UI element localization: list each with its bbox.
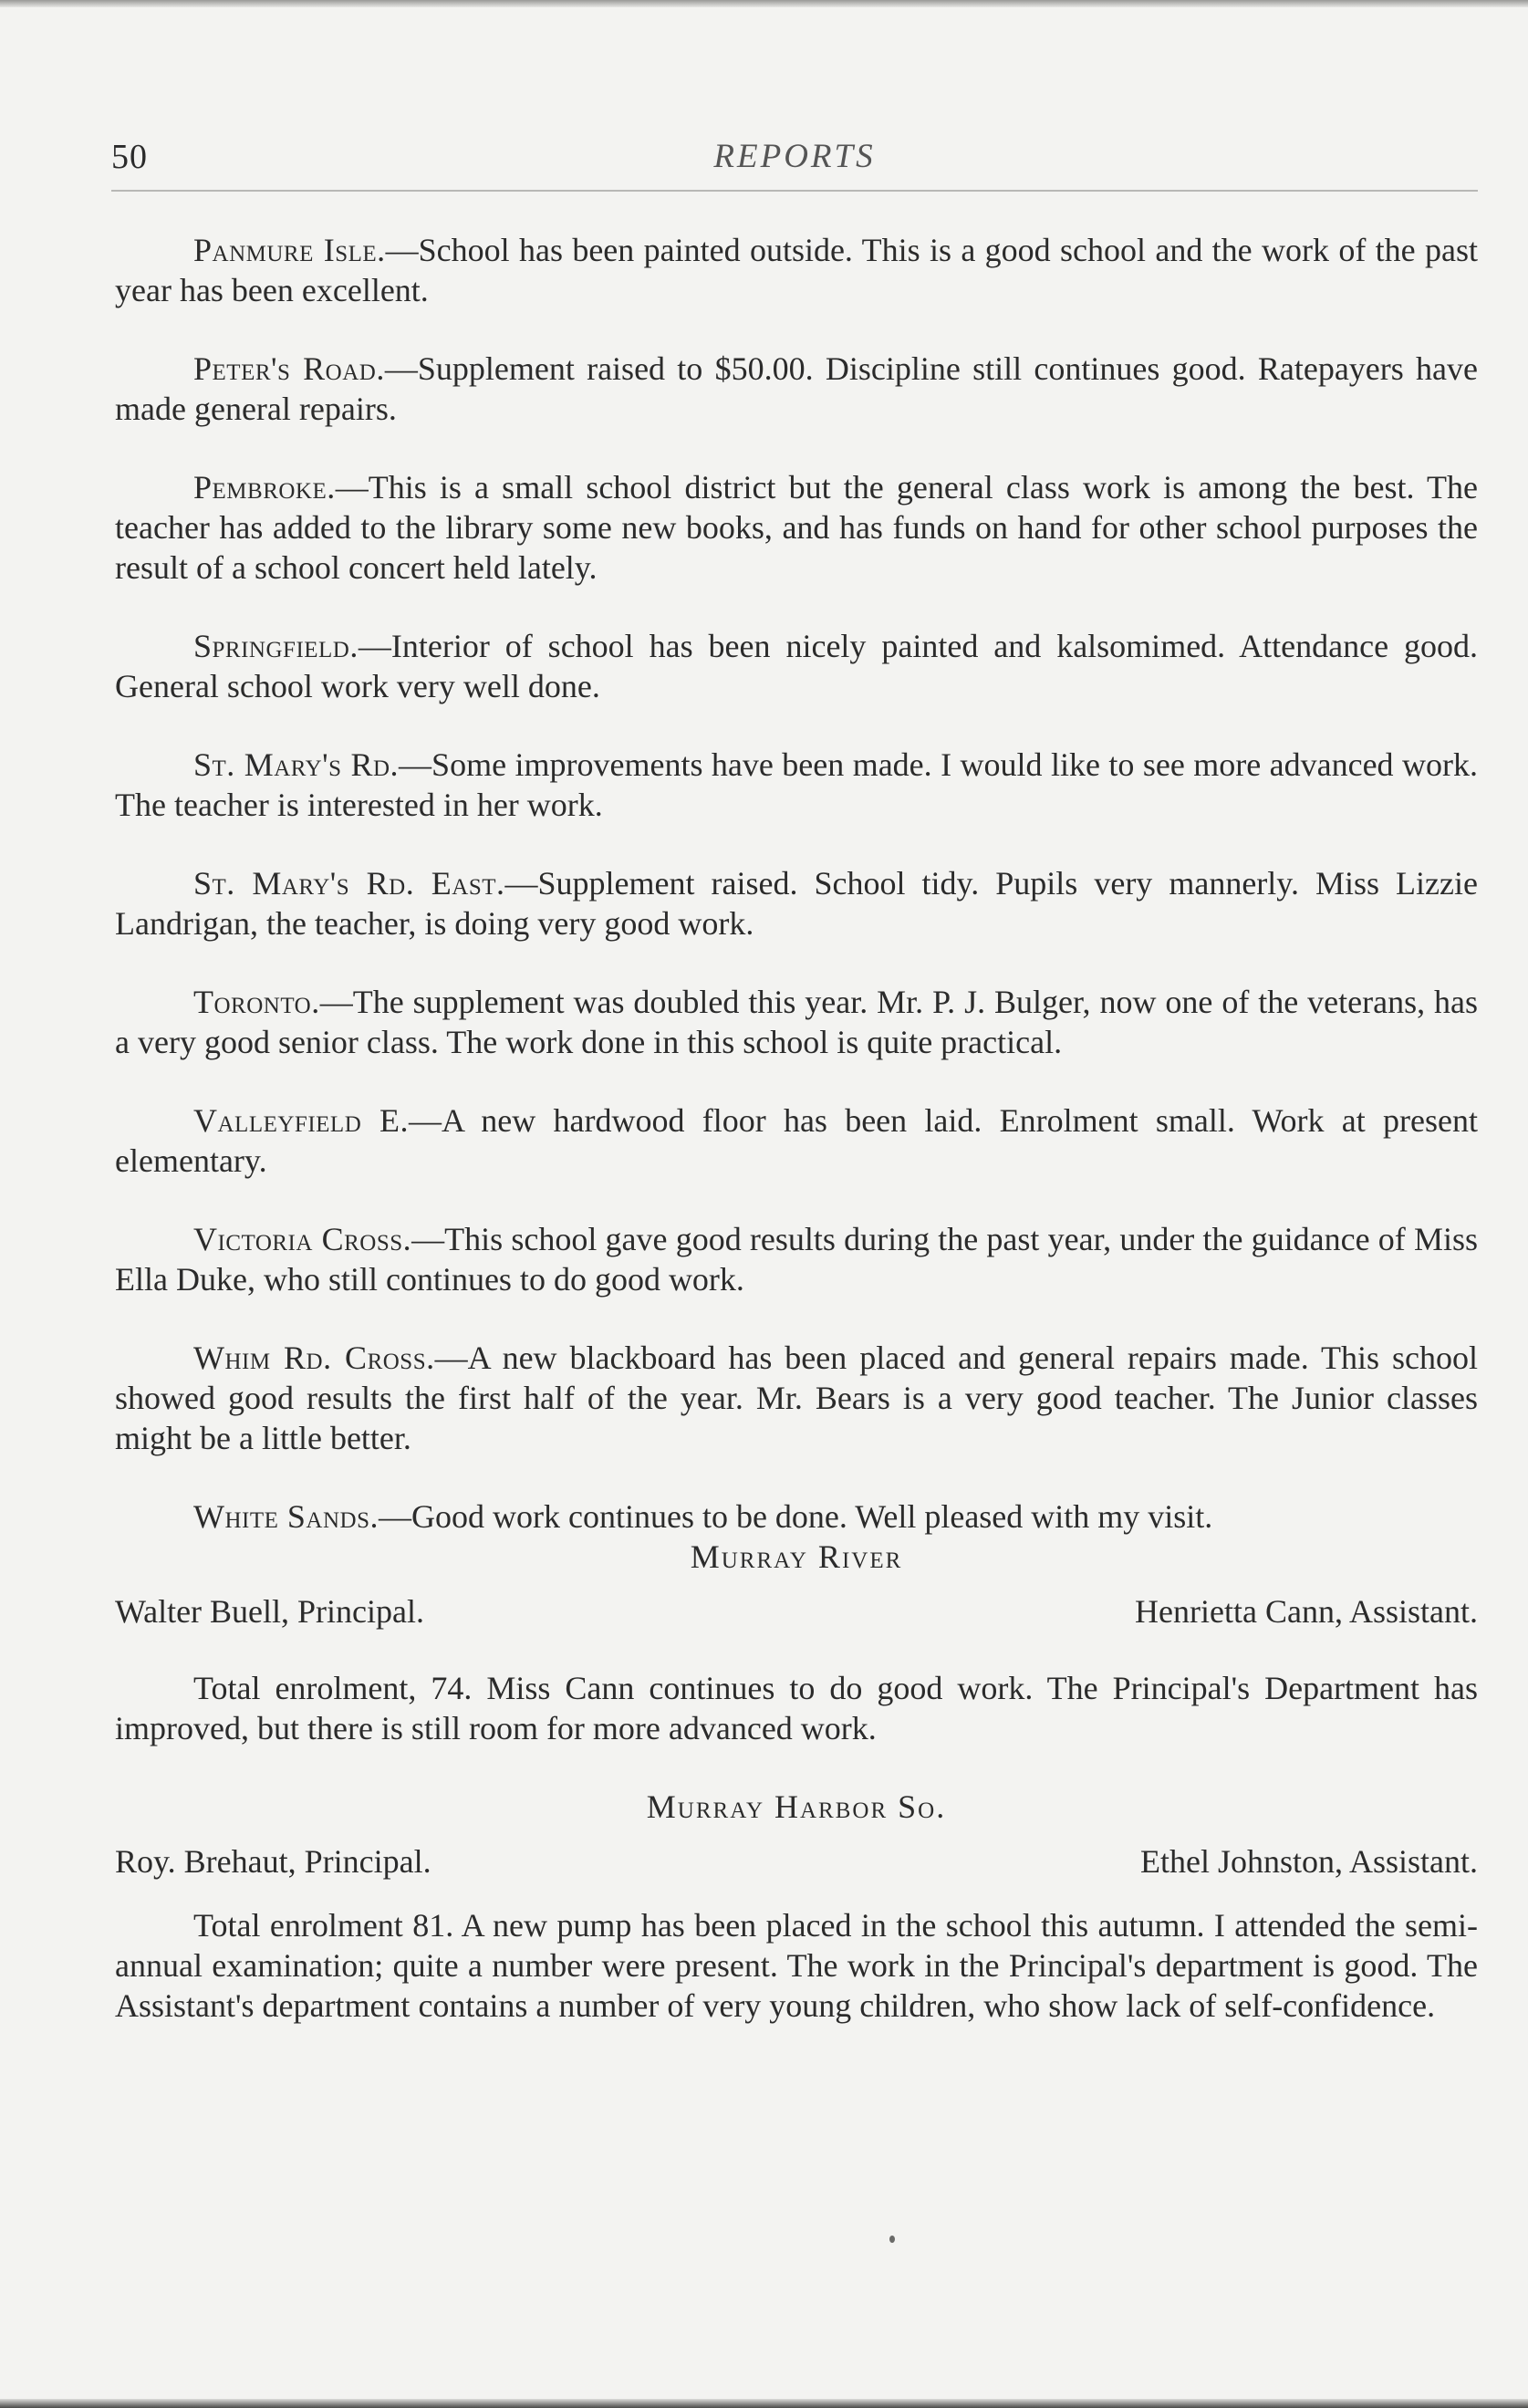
page-edge-bottom	[0, 2399, 1528, 2408]
report-text: —Good work continues to be done. Well pleased with my visit.	[379, 1498, 1213, 1535]
print-speck	[889, 2236, 895, 2243]
report-murray-harbor: Total enrolment 81. A new pump has been placed in the school this autumn. I attended the semi-annual examination; quite a number were present. The work in the Principal's department is good. The Assistant's department contains a number of very young children, who show lack of self-confidence.	[115, 1907, 1478, 2024]
principal-name: Roy. Brehaut, Principal.	[115, 1843, 431, 1880]
assistant-name: Henrietta Cann, Assistant.	[1135, 1593, 1478, 1630]
report-text: —This is a small school district but the general class work is among the best. The teacher has added to the library some new books, and has funds on hand for other school purposes the result of a school concert held lately.	[115, 469, 1478, 586]
page-edge-top	[0, 0, 1528, 7]
report-text: —Some improvements have been made. I would like to see more advanced work. The teacher is interested in her work.	[115, 746, 1478, 823]
staff-row-murray-harbor	[115, 1841, 1478, 1882]
place-name: Panmure Isle.	[193, 232, 386, 268]
place-name: St. Mary's Rd.	[193, 746, 400, 783]
report-peters-road	[115, 349, 1478, 429]
place-name: Valleyfield E.	[193, 1102, 409, 1139]
place-name: Peter's Road.	[193, 350, 385, 387]
report-murray-river: Total enrolment, 74. Miss Cann continues to do good work. The Principal's Department has improved, but there is still room for more advanced work.	[115, 1670, 1478, 1746]
page-number: 50	[111, 138, 148, 176]
page-header	[111, 137, 1478, 192]
header-rule	[111, 190, 1478, 192]
report-text: —A new hardwood floor has been laid. Enrolment small. Work at present elementary.	[115, 1102, 1478, 1179]
staff-row-murray-river	[115, 1591, 1478, 1631]
running-head: REPORTS	[713, 138, 876, 175]
place-name: Victoria Cross.	[193, 1221, 412, 1257]
report-text: —A new blackboard has been placed and general repairs made. This school showed good results the first half of the year. Mr. Bears is a very good teacher. The Junior classes might be a little better.	[115, 1340, 1479, 1456]
assistant-name: Ethel Johnston, Assistant.	[1139, 1843, 1478, 1880]
place-name: Toronto.	[193, 984, 320, 1020]
report-victoria-cross	[115, 1219, 1478, 1299]
report-panmure-isle	[115, 230, 1478, 310]
place-name: Whim Rd. Cross.	[193, 1340, 435, 1376]
section-heading-murray-harbor: Murray Harbor So.	[646, 1788, 947, 1825]
report-toronto	[115, 982, 1478, 1062]
report-text: —School has been painted outside. This is a good school and the work of the past year has been excellent.	[115, 232, 1478, 308]
report-valleyfield-e	[115, 1100, 1478, 1181]
report-springfield	[115, 626, 1478, 706]
report-text: —Interior of school has been nicely painted and kalsomimed. Attendance good. General school work very well done.	[115, 628, 1478, 704]
principal-name: Walter Buell, Principal.	[115, 1593, 425, 1630]
report-text: —Supplement raised. School tidy. Pupils very mannerly. Miss Lizzie Landrigan, the teacher, is doing very good work.	[115, 865, 1478, 942]
report-text: —Supplement raised to $50.00. Discipline still continues good. Ratepayers have made general repairs.	[115, 350, 1478, 427]
place-name: St. Mary's Rd. East.	[193, 865, 505, 902]
report-text: —The supplement was doubled this year. Mr. P. J. Bulger, now one of the veterans, has a very good senior class. The work done in this school is quite practical.	[115, 984, 1478, 1060]
place-name: Pembroke.	[193, 469, 336, 506]
place-name: White Sands.	[193, 1498, 379, 1535]
report-white-sands	[115, 1496, 1478, 1537]
page-body	[115, 230, 1478, 2064]
report-whim-rd-cross	[115, 1338, 1478, 1458]
report-pembroke	[115, 467, 1478, 588]
section-heading-murray-river: Murray River	[690, 1538, 903, 1575]
report-st-marys-rd	[115, 745, 1478, 825]
place-name: Springfield.	[193, 628, 359, 664]
report-st-marys-rd-east	[115, 863, 1478, 943]
report-text: —This school gave good results during the past year, under the guidance of Miss Ella Duke, who still continues to do good work.	[115, 1221, 1478, 1298]
